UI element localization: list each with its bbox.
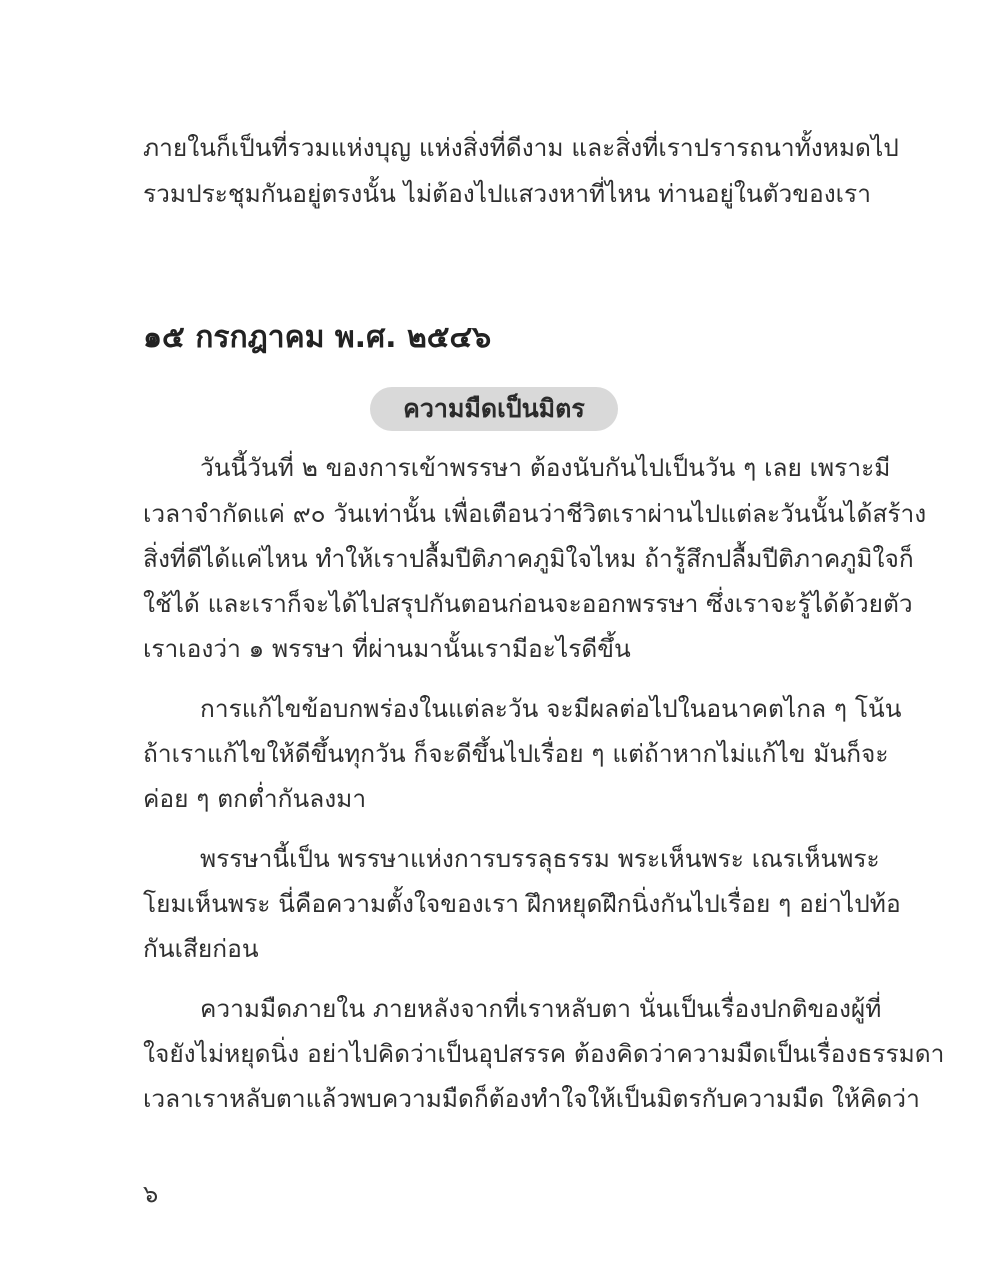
- paragraph-1-line-5: เราเองว่า ๑ พรรษา ที่ผ่านมานั้นเรามีอะไรดีขึ้น: [143, 634, 631, 663]
- paragraph-1-line-4: ใช้ได้ และเราก็จะได้ไปสรุปกันตอนก่อนจะออกพรรษา ซึ่งเราจะรู้ได้ด้วยตัว: [143, 589, 913, 618]
- paragraph-1-line-1: วันนี้วันที่ ๒ ของการเข้าพรรษา ต้องนับกันไปเป็นวัน ๆ เลย เพราะมี: [200, 453, 891, 482]
- paragraph-4-line-3: เวลาเราหลับตาแล้วพบความมืดก็ต้องทำใจให้เป็นมิตรกับความมืด ให้คิดว่า: [143, 1084, 920, 1113]
- paragraph-1-line-3: สิ่งที่ดีได้แค่ไหน ทำให้เราปลื้มปีติภาคภูมิใจไหม ถ้ารู้สึกปลื้มปีติภาคภูมิใจก็: [143, 544, 914, 573]
- top-paragraph-line-1: ภายในก็เป็นที่รวมแห่งบุญ แห่งสิ่งที่ดีงาม และสิ่งที่เราปรารถนาทั้งหมดไป: [143, 133, 899, 162]
- page-number: ๖: [143, 1180, 159, 1208]
- paragraph-2-line-3: ค่อย ๆ ตกต่ำกันลงมา: [143, 784, 367, 813]
- paragraph-1-line-2: เวลาจำกัดแค่ ๙๐ วันเท่านั้น เพื่อเตือนว่าชีวิตเราผ่านไปแต่ละวันนั้นได้สร้าง: [143, 499, 927, 528]
- paragraph-4-line-1: ความมืดภายใน ภายหลังจากที่เราหลับตา นั่นเป็นเรื่องปกติของผู้ที่: [200, 994, 882, 1023]
- top-paragraph-line-2: รวมประชุมกันอยู่ตรงนั้น ไม่ต้องไปแสวงหาที่ไหน ท่านอยู่ในตัวของเรา: [143, 179, 871, 208]
- paragraph-3-line-2: โยมเห็นพระ นี่คือความตั้งใจของเรา ฝึกหยุดฝึกนิ่งกันไปเรื่อย ๆ อย่าไปท้อ: [143, 889, 901, 918]
- date-heading: ๑๕ กรกฎาคม พ.ศ. ๒๕๔๖: [143, 320, 492, 355]
- paragraph-3-line-1: พรรษานี้เป็น พรรษาแห่งการบรรลุธรรม พระเห็นพระ เณรเห็นพระ: [200, 844, 880, 873]
- paragraph-2-line-1: การแก้ไขข้อบกพร่องในแต่ละวัน จะมีผลต่อไปในอนาคตไกล ๆ โน้น: [200, 694, 902, 723]
- section-title: ความมืดเป็นมิตร: [403, 394, 585, 423]
- paragraph-3-line-3: กันเสียก่อน: [143, 934, 259, 963]
- section-title-badge: [370, 387, 618, 431]
- paragraph-4-line-2: ใจยังไม่หยุดนิ่ง อย่าไปคิดว่าเป็นอุปสรรค ต้องคิดว่าความมืดเป็นเรื่องธรรมดา: [143, 1039, 945, 1068]
- paragraph-2-line-2: ถ้าเราแก้ไขให้ดีขึ้นทุกวัน ก็จะดีขึ้นไปเรื่อย ๆ แต่ถ้าหากไม่แก้ไข มันก็จะ: [143, 739, 889, 768]
